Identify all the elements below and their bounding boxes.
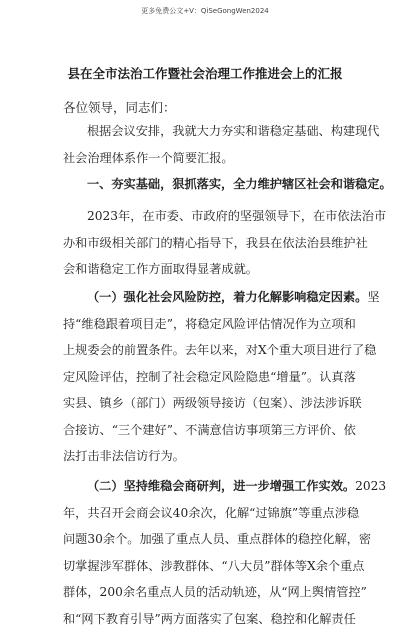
section-1-line: 办和市级相关部门的精心指导下，我县在依法治县维护社 [63, 230, 348, 257]
salutation: 各位领导，同志们： [63, 98, 176, 116]
subsection-1-line: 上规委会的前置条件。去年以来，对X个重大项目进行了稳 [63, 337, 348, 364]
subsection-1-tail: 坚 [367, 290, 379, 304]
subsection-2-line: 年，共召开会商会议40余次，化解“过锦旗”等重点涉稳 [63, 500, 348, 527]
intro-line: 根据会议安排，我就大力夯实和谐稳定基础、构建现代 [63, 118, 348, 145]
subsection-2-line: 问题30余个。加强了重点人员、重点群体的稳控化解，密 [63, 526, 348, 553]
document-title: 县在全市法治工作暨社会治理工作推进会上的汇报 [0, 64, 410, 82]
section-1-line: 会和谐稳定工作方面取得显著成就。 [63, 256, 348, 283]
intro-paragraph [63, 118, 348, 171]
subsection-1-line: 合接访、“三个建好”、不满意信访事项第三方评价、依 [63, 417, 348, 444]
section-1-paragraph [63, 203, 348, 283]
subsection-1-line: 定风险评估，控制了社会稳定风险隐患“增量”。认真落 [63, 364, 348, 391]
subsection-2-paragraph [63, 473, 348, 632]
subsection-2-heading: （二）坚持维稳会商研判，进一步增强工作实效。 [87, 479, 355, 493]
subsection-2-tail: 2023 [355, 479, 386, 493]
subsection-1-line: 法打击非法信访行为。 [63, 443, 348, 470]
section-1-heading: 一、夯实基础，狠抓落实，全力维护辖区社会和谐稳定。 [63, 171, 348, 198]
intro-line: 社会治理体系作一个简要汇报。 [63, 145, 348, 172]
subsection-2-line: 切掌握涉军群体、涉教群体、“八大员”群体等X余个重点 [63, 553, 348, 580]
subsection-1-line: 持“维稳跟着项目走”，将稳定风险评估情况作为立项和 [63, 311, 348, 338]
subsection-2-line: 和“网下教育引导”两方面落实了包案、稳控和化解责任 [63, 606, 348, 632]
subsection-2-line: 群体，200余名重点人员的活动轨迹，从“网上舆情管控” [63, 579, 348, 606]
subsection-1-heading: （一）强化社会风险防控，着力化解影响稳定因素。 [87, 290, 367, 304]
subsection-1-line: 实县、镇乡（部门）两级领导接访（包案）、涉法涉诉联 [63, 390, 348, 417]
section-1-line: 2023年，在市委、市政府的坚强领导下，在市依法治市 [63, 203, 348, 230]
subsection-1-paragraph [63, 284, 348, 470]
header-promo-text: 更多免费公文+V：QiSeGongWen2024 [0, 6, 410, 16]
